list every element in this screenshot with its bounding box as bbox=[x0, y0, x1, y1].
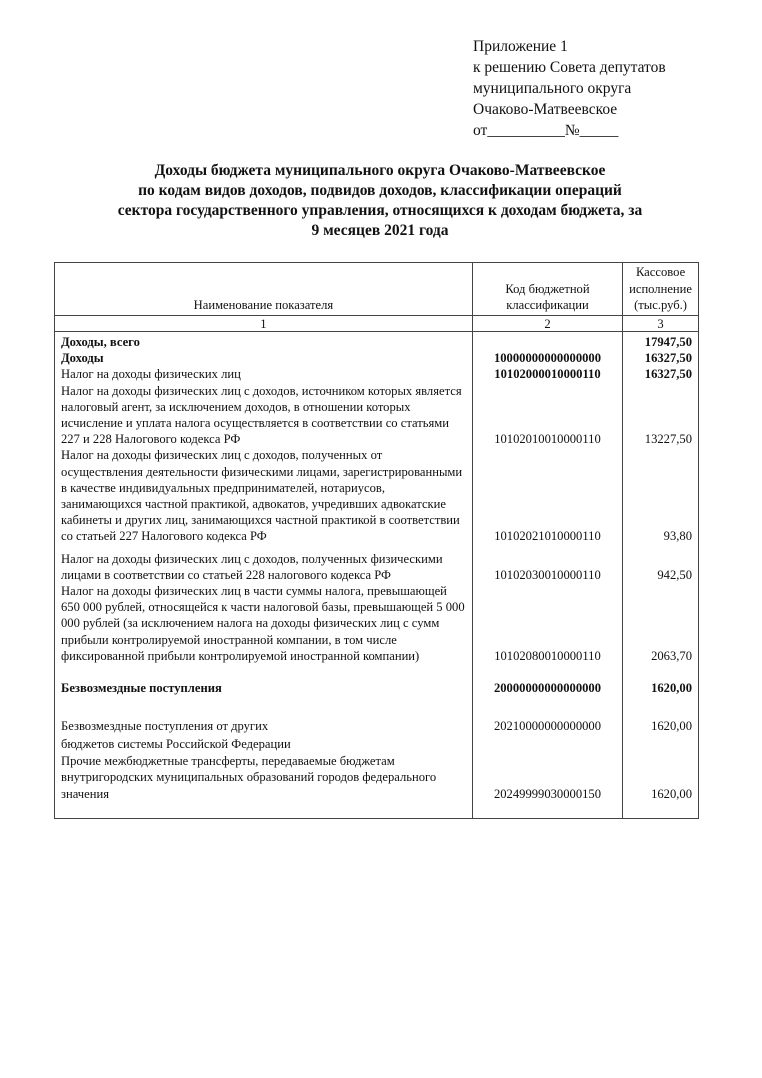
header-code-line: Код бюджетной bbox=[505, 281, 590, 296]
row-code: 10000000000000000 bbox=[472, 350, 622, 366]
spacer bbox=[55, 664, 473, 680]
table-bottom-row bbox=[55, 802, 699, 819]
table-row bbox=[55, 545, 699, 583]
column-number: 3 bbox=[623, 316, 699, 332]
spacer bbox=[623, 696, 699, 712]
table-row bbox=[55, 753, 699, 802]
spacer bbox=[55, 696, 473, 712]
spacer-row bbox=[55, 664, 699, 680]
row-amount: 942,50 bbox=[623, 545, 699, 583]
appendix-line: муниципального округа bbox=[473, 80, 632, 97]
appendix-date-number-line: от__________№_____ bbox=[473, 122, 619, 139]
row-code: 20210000000000000 bbox=[472, 712, 622, 753]
header-amount bbox=[623, 263, 699, 316]
header-code-line: классификации bbox=[506, 297, 589, 312]
title-line: 9 месяцев 2021 года bbox=[311, 222, 449, 239]
spacer bbox=[472, 696, 622, 712]
column-number: 1 bbox=[55, 316, 473, 332]
row-code: 10102000010000110 bbox=[472, 366, 622, 382]
row-code: 20249999030000150 bbox=[472, 753, 622, 802]
header-name: Наименование показателя bbox=[55, 263, 473, 316]
row-name: Безвозмездные поступления bbox=[55, 680, 473, 696]
row-amount: 1620,00 bbox=[623, 712, 699, 753]
appendix-block bbox=[473, 36, 666, 141]
row-amount: 16327,50 bbox=[623, 366, 699, 382]
title-line: по кодам видов доходов, подвидов доходов, классификации операций bbox=[138, 182, 622, 199]
title-line: сектора государственного управления, относящихся к доходам бюджета, за bbox=[117, 202, 643, 219]
row-amount: 1620,00 bbox=[623, 680, 699, 696]
row-name: Прочие межбюджетные трансферты, передаваемые бюджетам внутригородских муниципальных образований городов федерального значения bbox=[55, 753, 473, 802]
header-amount-line: исполнение bbox=[629, 281, 692, 296]
row-code: 10102080010000110 bbox=[472, 583, 622, 664]
row-code: 10102030010000110 bbox=[472, 545, 622, 583]
row-name: Налог на доходы физических лиц bbox=[55, 366, 473, 382]
appendix-line: Очаково-Матвеевское bbox=[473, 101, 618, 118]
row-code bbox=[472, 332, 622, 351]
spacer bbox=[472, 664, 622, 680]
row-name: Безвозмездные поступления от других бюджетов системы Российской Федерации bbox=[55, 712, 473, 753]
row-amount: 16327,50 bbox=[623, 350, 699, 366]
spacer-row bbox=[55, 696, 699, 712]
spacer bbox=[55, 802, 473, 819]
row-code: 20000000000000000 bbox=[472, 680, 622, 696]
row-amount: 17947,50 bbox=[623, 332, 699, 351]
spacer bbox=[623, 664, 699, 680]
row-name: Налог на доходы физических лиц в части суммы налога, превышающей 650 000 рублей, относящейся к части налоговой базы, превышающей 5 000 000 рублей (за исключением налога на доходы физических лиц с сумм прибыли контролируемой иностранной компании, в том числе фиксированной прибыли контролируемой иностранной компании) bbox=[55, 583, 473, 664]
document-title bbox=[40, 161, 720, 241]
row-name: Доходы bbox=[55, 350, 473, 366]
table-row bbox=[55, 583, 699, 664]
row-name: Доходы, всего bbox=[55, 332, 473, 351]
header-code bbox=[472, 263, 622, 316]
header-amount-line: Кассовое bbox=[635, 265, 686, 280]
table-row bbox=[55, 680, 699, 696]
title-line: Доходы бюджета муниципального округа Очаково-Матвеевское bbox=[154, 162, 606, 179]
appendix-line: к решению Совета депутатов bbox=[473, 59, 666, 76]
column-number-row bbox=[55, 316, 699, 332]
row-amount: 1620,00 bbox=[623, 753, 699, 802]
row-amount: 93,80 bbox=[623, 447, 699, 544]
budget-income-table bbox=[54, 262, 699, 819]
row-amount: 13227,50 bbox=[623, 383, 699, 448]
table-row bbox=[55, 712, 699, 753]
table-row bbox=[55, 332, 699, 351]
appendix-line: Приложение 1 bbox=[473, 38, 568, 55]
row-name: Налог на доходы физических лиц с доходов, полученных от осуществления деятельности физическими лицами, зарегистрированными в качестве индивидуальных предпринимателей, нотариусов, занимающихся частной практикой, адвокатов, учредивших адвокатские кабинеты и других лиц, занимающихся частной практикой в соответствии со статьей 227 Налогового кодекса РФ bbox=[55, 447, 473, 544]
row-name: Налог на доходы физических лиц с доходов, источником которых является налоговый агент, за исключением доходов, в отношении которых исчисление и уплата налога осуществляется в соответствии со статьями 227 и 228 Налогового кодекса РФ bbox=[55, 383, 473, 448]
table-row bbox=[55, 447, 699, 544]
table-row bbox=[55, 383, 699, 448]
table-row bbox=[55, 366, 699, 382]
spacer bbox=[472, 802, 622, 819]
column-number: 2 bbox=[472, 316, 622, 332]
row-name: Налог на доходы физических лиц с доходов, полученных физическими лицами в соответствии со статьей 228 налогового кодекса РФ bbox=[55, 545, 473, 583]
row-code: 10102021010000110 bbox=[472, 447, 622, 544]
table-row bbox=[55, 350, 699, 366]
table-header-row bbox=[55, 263, 699, 316]
spacer bbox=[623, 802, 699, 819]
row-amount: 2063,70 bbox=[623, 583, 699, 664]
header-amount-line: (тыс.руб.) bbox=[634, 297, 688, 312]
row-code: 10102010010000110 bbox=[472, 383, 622, 448]
